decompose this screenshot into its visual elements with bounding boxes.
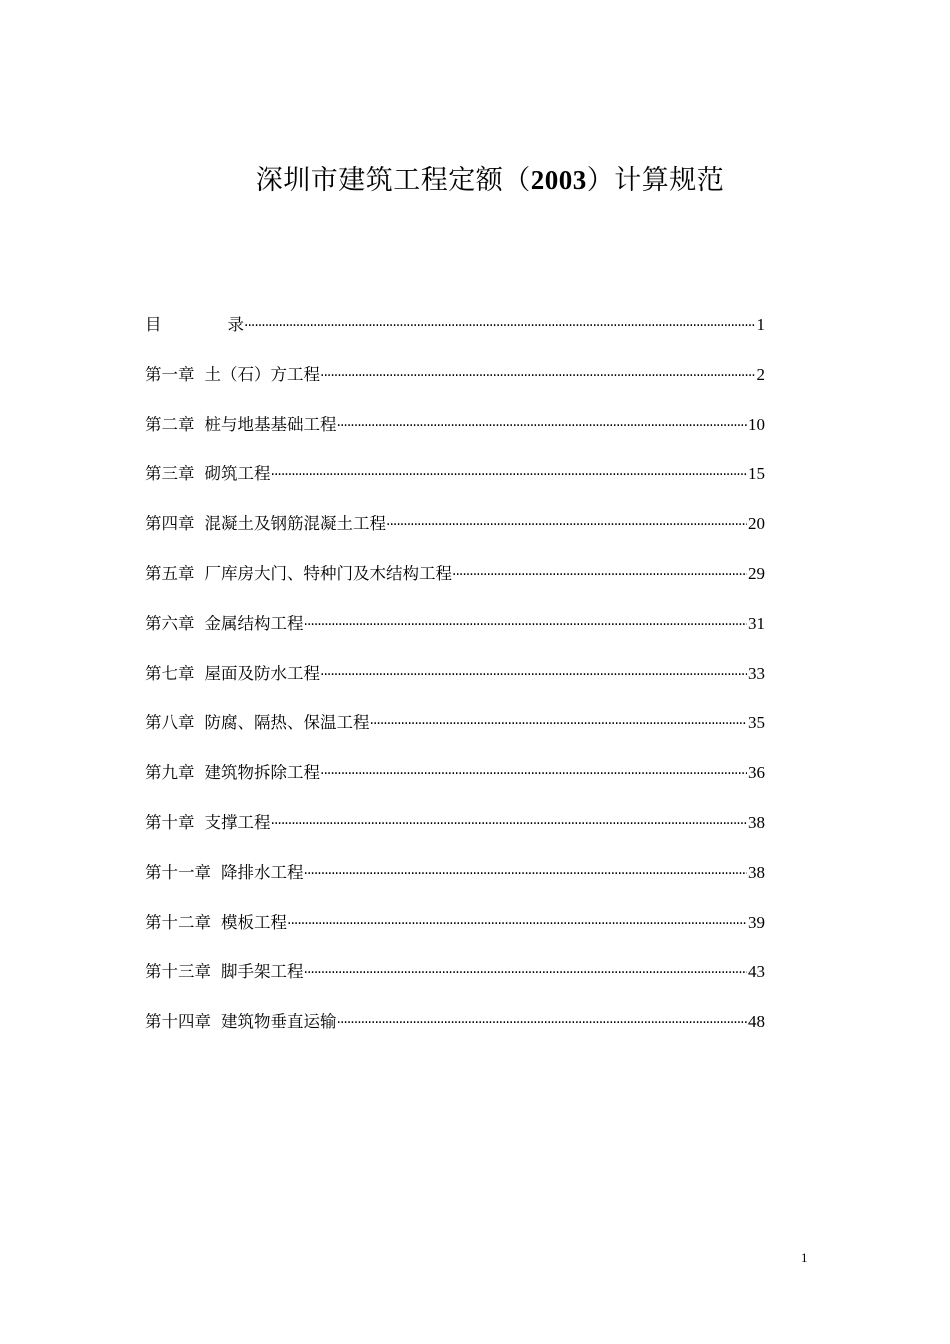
toc-chapter-number: 第八章	[145, 713, 195, 733]
toc-chapter-title: 建筑物拆除工程	[204, 763, 320, 783]
toc-entry[interactable]	[145, 608, 765, 658]
toc-chapter-title: 支撑工程	[204, 812, 271, 832]
toc-dot-leader	[287, 908, 747, 940]
toc-dot-leader	[320, 758, 747, 790]
toc-entry[interactable]	[145, 1006, 765, 1056]
toc-dot-leader	[452, 559, 747, 591]
title-suffix: ）计算规范	[586, 165, 725, 196]
toc-entry-label	[145, 608, 304, 640]
toc-page-number: 33	[748, 663, 765, 683]
toc-entry-label	[145, 458, 271, 490]
toc-page-number: 35	[748, 713, 765, 733]
title-year: 2003	[530, 165, 587, 195]
toc-dot-leader	[244, 310, 756, 342]
toc-chapter-number: 第五章	[145, 563, 195, 583]
toc-page-number: 48	[748, 1012, 765, 1032]
table-of-contents	[145, 309, 765, 1056]
toc-heading-label	[145, 309, 244, 341]
toc-entry-label	[145, 707, 370, 739]
toc-chapter-number: 第二章	[145, 414, 195, 434]
toc-entry-label	[145, 558, 452, 590]
toc-dot-leader	[320, 659, 747, 691]
toc-entry-label	[145, 409, 337, 441]
toc-entry[interactable]	[145, 807, 765, 857]
toc-entry[interactable]	[145, 558, 765, 608]
toc-page-number: 10	[748, 414, 765, 434]
toc-entry[interactable]	[145, 956, 765, 1006]
toc-page-number: 15	[748, 464, 765, 484]
toc-page-number: 39	[748, 912, 765, 932]
toc-dot-leader	[337, 1007, 748, 1039]
toc-chapter-number: 第十二章	[145, 912, 211, 932]
toc-dot-leader	[271, 808, 748, 840]
toc-entry[interactable]	[145, 458, 765, 508]
toc-dot-leader	[304, 957, 748, 989]
toc-dot-leader	[337, 410, 748, 442]
toc-page-number: 2	[756, 364, 765, 384]
toc-chapter-title: 防腐、隔热、保温工程	[204, 713, 370, 733]
toc-page-number: 38	[748, 862, 765, 882]
toc-chapter-number: 第十一章	[145, 862, 211, 882]
toc-chapter-number: 第十三章	[145, 962, 211, 982]
toc-entry-label	[145, 508, 386, 540]
toc-entry-label	[145, 658, 320, 690]
toc-chapter-title: 建筑物垂直运输	[221, 1012, 337, 1032]
toc-entry-label	[145, 359, 320, 391]
toc-entry[interactable]	[145, 409, 765, 459]
toc-heading-right: 录	[227, 315, 244, 334]
page-number: 1	[801, 1250, 808, 1265]
toc-entry-label	[145, 907, 287, 939]
title-prefix: 深圳市建筑工程定额（	[255, 165, 531, 196]
toc-entry[interactable]	[145, 707, 765, 757]
toc-page-number: 1	[756, 315, 765, 334]
toc-chapter-number: 第三章	[145, 464, 195, 484]
toc-entry[interactable]	[145, 907, 765, 957]
toc-chapter-number: 第十章	[145, 812, 195, 832]
toc-entry[interactable]	[145, 658, 765, 708]
toc-dot-leader	[370, 708, 748, 740]
toc-page-number: 31	[748, 613, 765, 633]
toc-entry-label	[145, 857, 304, 889]
toc-chapter-number: 第六章	[145, 613, 195, 633]
toc-chapter-title: 土（石）方工程	[204, 364, 320, 384]
toc-entry[interactable]	[145, 757, 765, 807]
toc-dot-leader	[304, 609, 748, 641]
toc-dot-leader	[271, 459, 748, 491]
toc-chapter-title: 模板工程	[221, 912, 287, 932]
toc-chapter-title: 厂库房大门、特种门及木结构工程	[204, 563, 452, 583]
toc-entry[interactable]	[145, 857, 765, 907]
toc-entry-label	[145, 956, 304, 988]
toc-heading-left: 目	[145, 315, 162, 334]
toc-heading-entry[interactable]	[145, 309, 765, 359]
toc-chapter-number: 第七章	[145, 663, 195, 683]
toc-chapter-title: 金属结构工程	[204, 613, 304, 633]
toc-page-number: 38	[748, 812, 765, 832]
page-title	[0, 158, 950, 197]
toc-page-number: 20	[748, 514, 765, 534]
toc-dot-leader	[320, 360, 756, 392]
toc-chapter-title: 混凝土及钢筋混凝土工程	[204, 514, 386, 534]
toc-chapter-title: 桩与地基基础工程	[204, 414, 337, 434]
toc-chapter-title: 脚手架工程	[221, 962, 304, 982]
toc-entry-label	[145, 1006, 337, 1038]
toc-chapter-number: 第一章	[145, 364, 195, 384]
toc-entry-label	[145, 807, 271, 839]
toc-chapter-title: 屋面及防水工程	[204, 663, 320, 683]
toc-dot-leader	[304, 858, 748, 890]
toc-entry[interactable]	[145, 359, 765, 409]
toc-chapter-number: 第九章	[145, 763, 195, 783]
toc-chapter-title: 降排水工程	[221, 862, 304, 882]
toc-entry[interactable]	[145, 508, 765, 558]
toc-page-number: 43	[748, 962, 765, 982]
toc-dot-leader	[386, 509, 747, 541]
toc-page-number: 36	[748, 763, 765, 783]
toc-entry-label	[145, 757, 320, 789]
toc-chapter-title: 砌筑工程	[204, 464, 271, 484]
toc-chapter-number: 第四章	[145, 514, 195, 534]
toc-page-number: 29	[748, 563, 765, 583]
toc-chapter-number: 第十四章	[145, 1012, 211, 1032]
